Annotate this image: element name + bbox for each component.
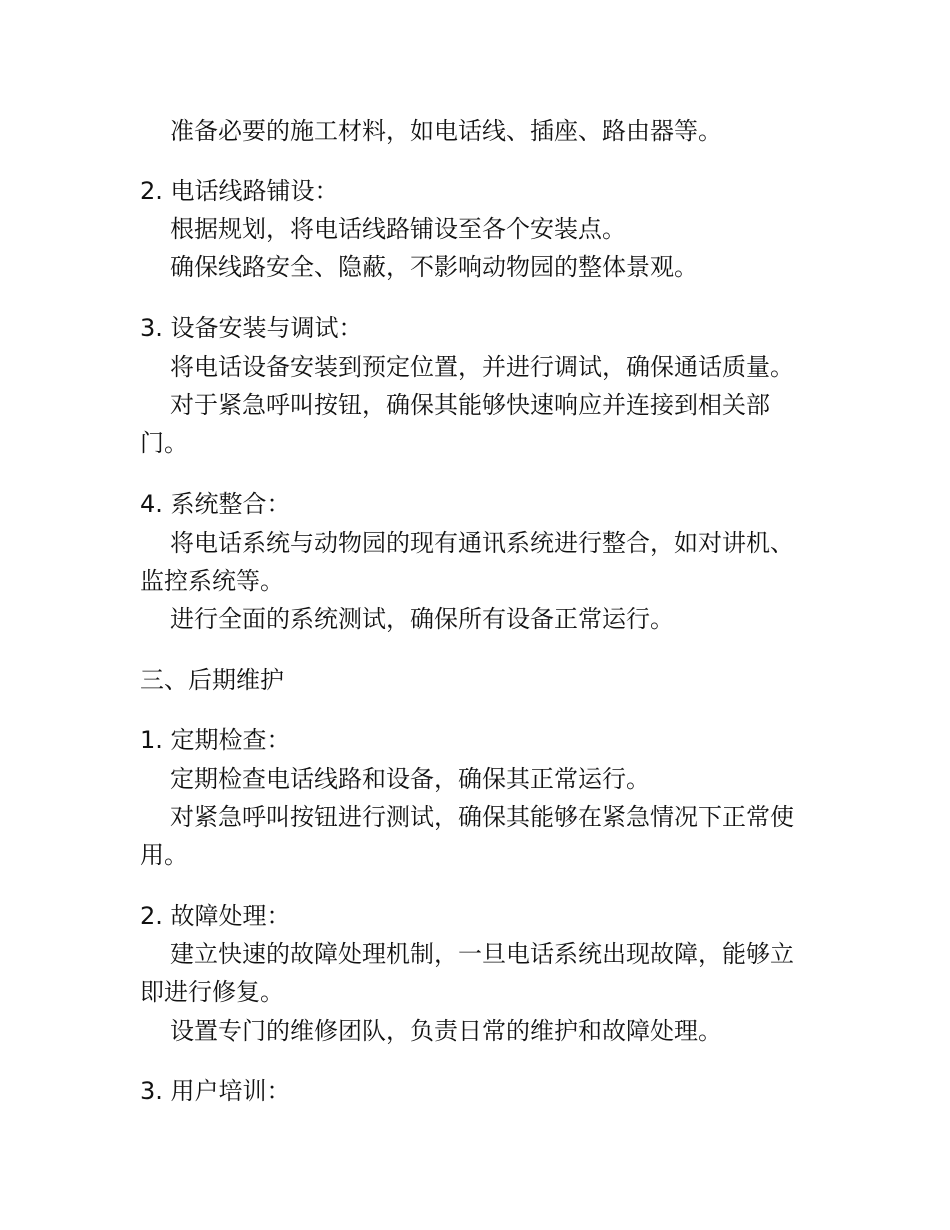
paragraph-integration-2: 进行全面的系统测试，确保所有设备正常运行。 — [170, 605, 674, 633]
heading-fault-handling: 2. 故障处理： — [140, 902, 291, 930]
paragraph-laying-1: 根据规划，将电话线路铺设至各个安装点。 — [170, 215, 626, 243]
heading-regular-check: 1. 定期检查： — [140, 726, 291, 754]
paragraph-fault-2: 设置专门的维修团队，负责日常的维护和故障处理。 — [170, 1017, 722, 1045]
paragraph-installation-2: 对于紧急呼叫按钮，确保其能够快速响应并连接到相关部门。 — [140, 391, 770, 457]
paragraph-integration-1: 将电话系统与动物园的现有通讯系统进行整合，如对讲机、监控系统等。 — [140, 529, 794, 595]
paragraph-laying-2: 确保线路安全、隐蔽，不影响动物园的整体景观。 — [170, 253, 698, 281]
paragraph-check-2: 对紧急呼叫按钮进行测试，确保其能够在紧急情况下正常使用。 — [140, 803, 794, 869]
paragraph-fault-1: 建立快速的故障处理机制，一旦电话系统出现故障，能够立即进行修复。 — [140, 940, 794, 1006]
paragraph-materials: 准备必要的施工材料，如电话线、插座、路由器等。 — [170, 117, 722, 145]
heading-user-training: 3. 用户培训： — [140, 1077, 291, 1105]
heading-integration: 4. 系统整合： — [140, 490, 291, 518]
section-title-maintenance: 三、后期维护 — [140, 666, 284, 694]
paragraph-installation-1: 将电话设备安装到预定位置，并进行调试，确保通话质量。 — [170, 353, 794, 381]
paragraph-check-1: 定期检查电话线路和设备，确保其正常运行。 — [170, 765, 650, 793]
heading-installation: 3. 设备安装与调试： — [140, 314, 363, 342]
heading-line-laying: 2. 电话线路铺设： — [140, 177, 339, 205]
